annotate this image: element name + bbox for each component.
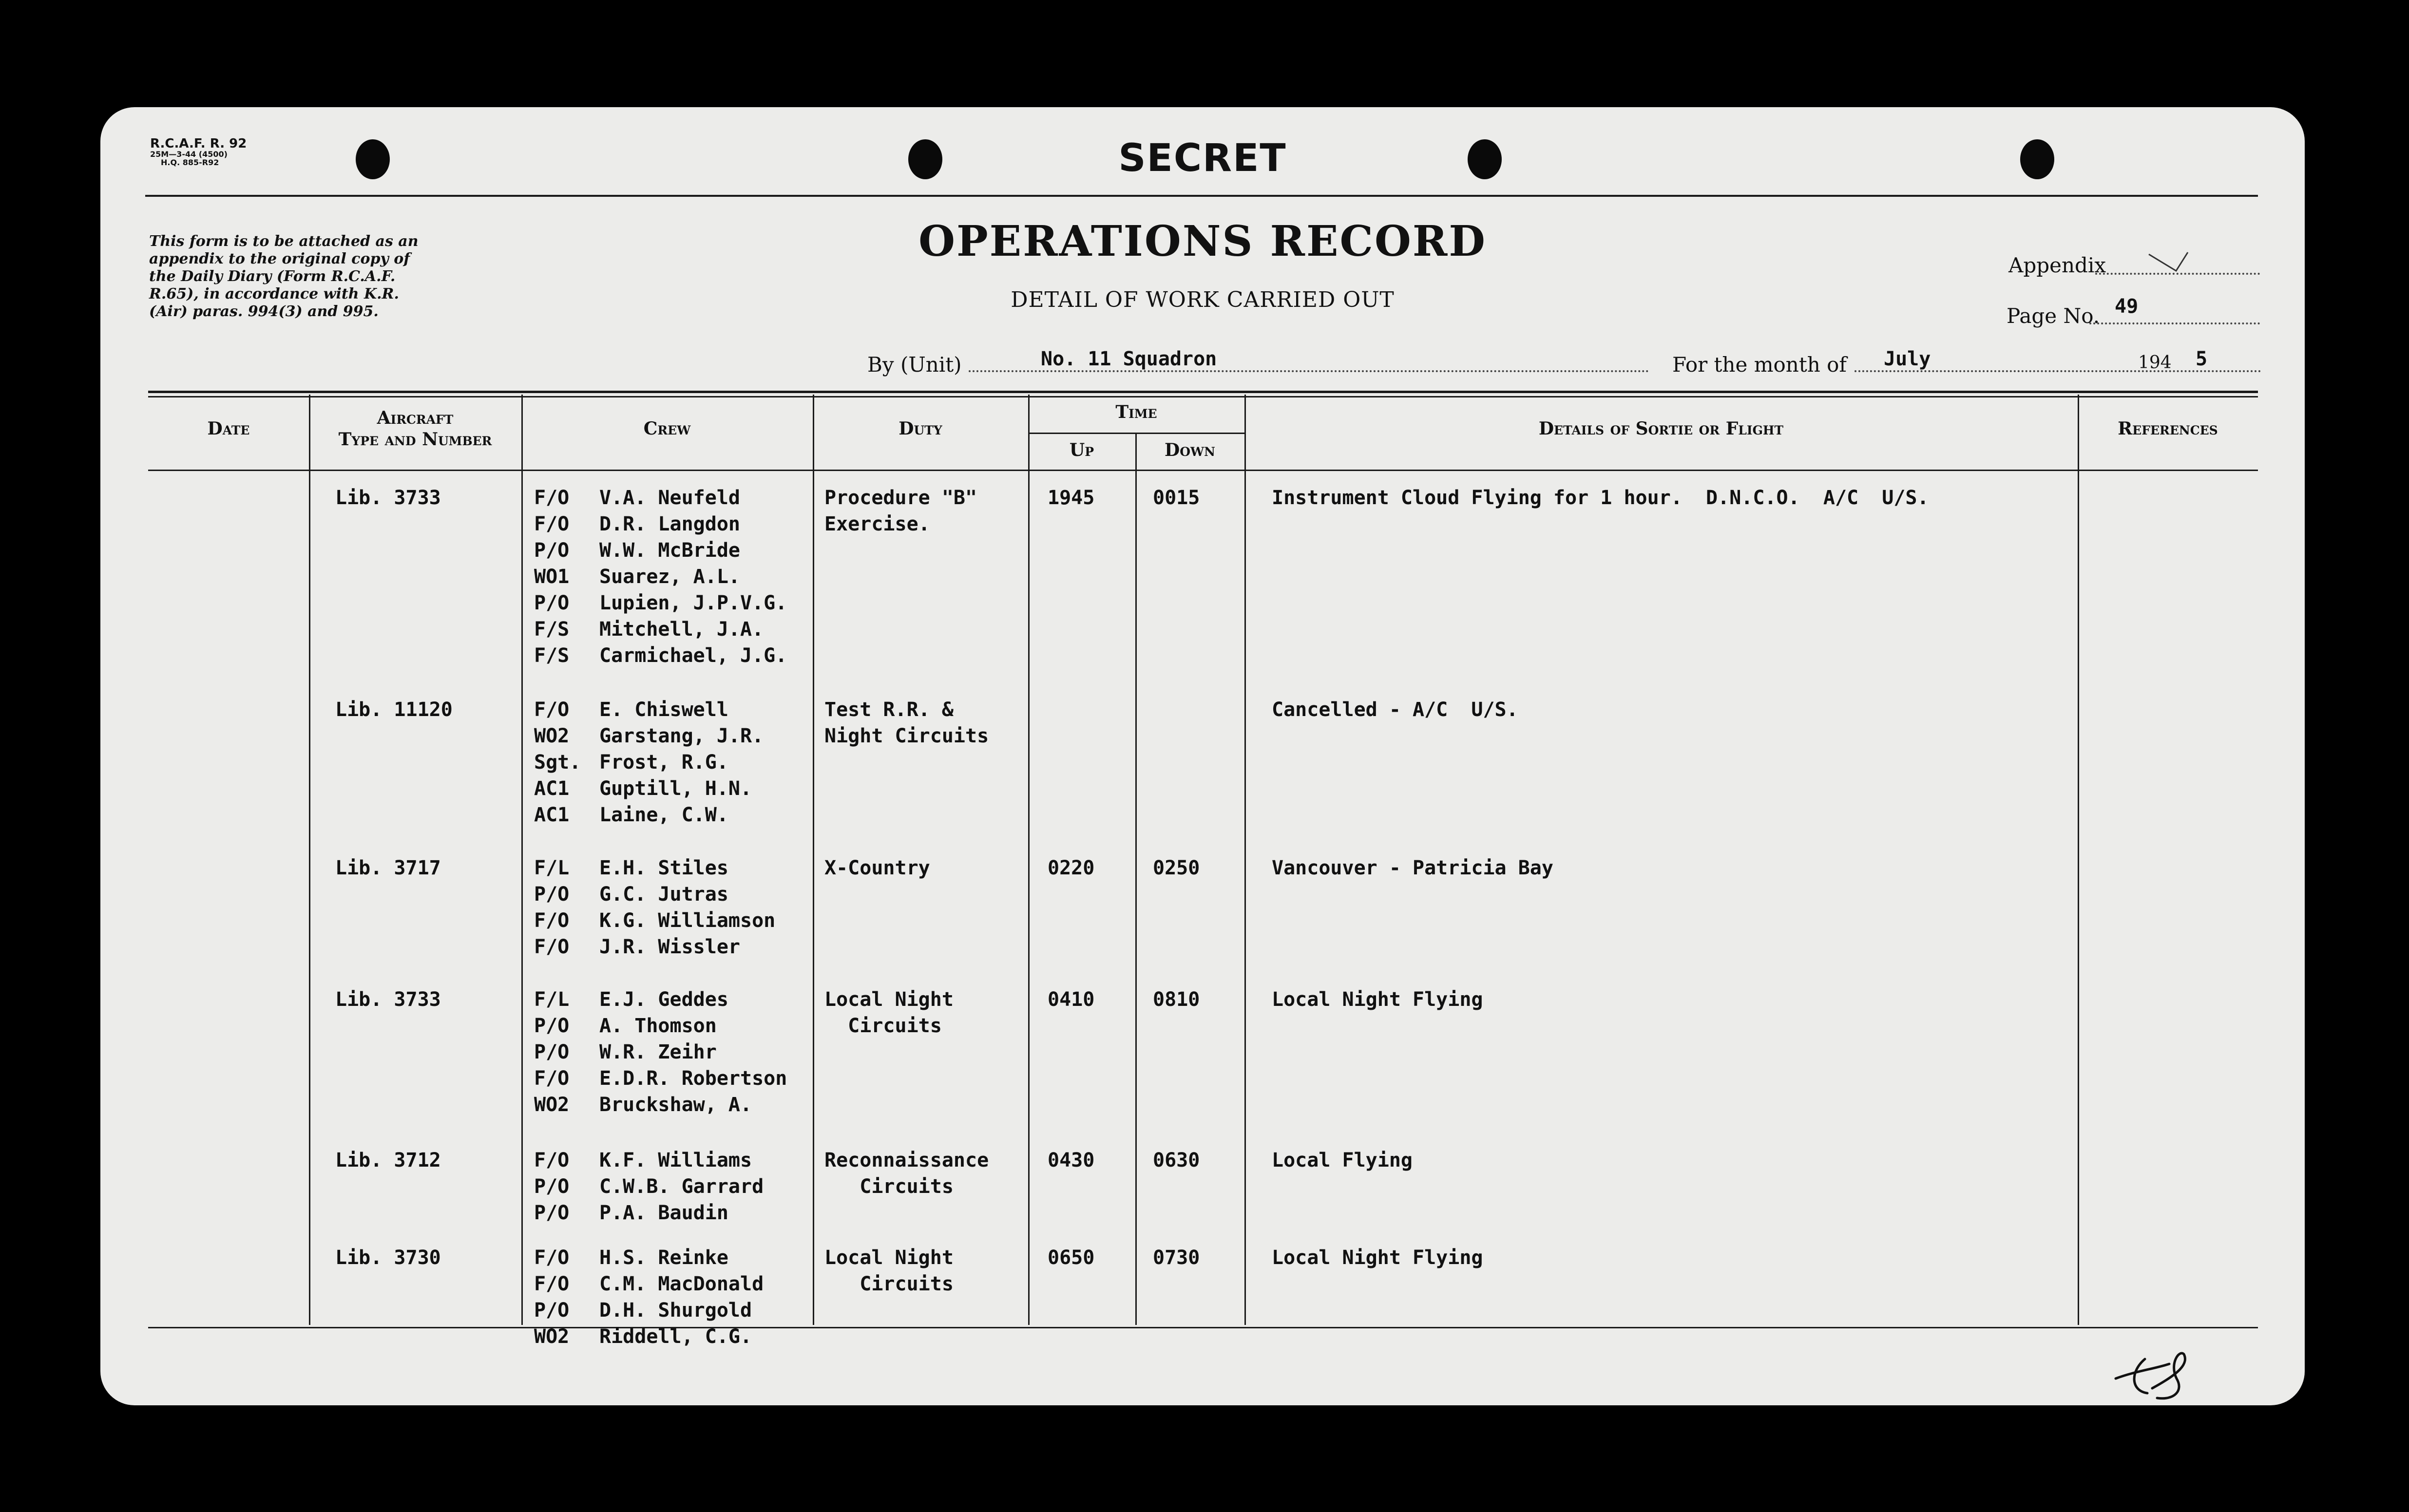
crew-rank: P/O	[534, 539, 570, 562]
crew-name: K.G. Williamson	[599, 909, 776, 932]
duty-cell: Exercise.	[824, 513, 930, 535]
page-number-line	[2089, 322, 2260, 324]
security-classification: SECRET	[1118, 136, 1287, 180]
duty-cell: Circuits	[824, 1015, 942, 1037]
month-value: July	[1884, 348, 1931, 370]
year-prefix: 194	[2138, 353, 2172, 373]
crew-name: E.J. Geddes	[599, 988, 728, 1011]
form-code-line: R.C.A.F. R. 92	[150, 136, 247, 151]
table-bottom-border	[148, 1327, 2258, 1328]
crew-name: E.H. Stiles	[599, 857, 728, 879]
duty-cell: Reconnaissance	[824, 1149, 989, 1172]
details-cell: Local Night Flying	[1272, 988, 1483, 1011]
appendix-tick-mark	[2147, 251, 2191, 273]
crew-rank: F/O	[534, 1149, 570, 1172]
table-header-divider	[148, 470, 2258, 471]
duty-cell: Circuits	[824, 1175, 954, 1198]
column-divider	[1135, 433, 1137, 1325]
column-divider	[1028, 395, 1030, 1325]
crew-rank: F/O	[534, 1273, 570, 1295]
operations-record-form	[100, 107, 2305, 1405]
details-cell: Vancouver - Patricia Bay	[1272, 857, 1553, 879]
crew-rank: F/L	[534, 988, 570, 1011]
crew-rank: P/O	[534, 1299, 570, 1322]
crew-name: A. Thomson	[599, 1015, 717, 1037]
crew-name: Guptill, H.N.	[599, 777, 752, 800]
crew-rank: WO2	[534, 1094, 570, 1116]
aircraft-cell: Lib. 11120	[335, 699, 453, 721]
handwritten-initials	[2111, 1344, 2213, 1403]
crew-rank: F/S	[534, 618, 570, 641]
aircraft-cell: Lib. 3730	[335, 1247, 441, 1269]
crew-name: D.H. Shurgold	[599, 1299, 752, 1322]
unit-value: No. 11 Squadron	[1041, 348, 1217, 370]
column-header-aircraft-line: Type and Number	[338, 429, 492, 450]
duty-cell: Circuits	[824, 1273, 954, 1295]
crew-rank: F/O	[534, 1067, 570, 1090]
column-divider	[813, 395, 814, 1325]
form-code-line: 25M—3-44 (4500)	[150, 150, 228, 159]
table-top-border-inner	[148, 396, 2258, 397]
column-header-time: Time	[1115, 402, 1157, 422]
crew-rank: F/O	[534, 487, 570, 509]
crew-name: C.M. MacDonald	[599, 1273, 764, 1295]
month-label: For the month of	[1672, 353, 1847, 377]
column-header-up: Up	[1069, 440, 1094, 460]
time-up-cell: 0220	[1048, 857, 1095, 879]
crew-name: J.R. Wissler	[599, 936, 740, 958]
crew-name: G.C. Jutras	[599, 883, 728, 906]
appendix-label: Appendix	[2008, 253, 2106, 277]
appendix-line	[2095, 273, 2260, 275]
crew-rank: F/O	[534, 936, 570, 958]
aircraft-cell: Lib. 3712	[335, 1149, 441, 1172]
details-cell: Local Night Flying	[1272, 1247, 1483, 1269]
crew-rank: P/O	[534, 1015, 570, 1037]
time-down-cell: 0250	[1153, 857, 1200, 879]
crew-name: C.W.B. Garrard	[599, 1175, 764, 1198]
time-down-cell: 0810	[1153, 988, 1200, 1011]
crew-rank: Sgt.	[534, 751, 581, 774]
crew-name: W.W. McBride	[599, 539, 740, 562]
crew-rank: P/O	[534, 1202, 570, 1224]
duty-cell: X-Country	[824, 857, 930, 879]
crew-rank: P/O	[534, 1041, 570, 1063]
crew-rank: AC1	[534, 804, 570, 826]
crew-name: Riddell, C.G.	[599, 1325, 752, 1348]
crew-name: Laine, C.W.	[599, 804, 728, 826]
duty-cell: Local Night	[824, 988, 954, 1011]
crew-rank: F/L	[534, 857, 570, 879]
time-up-cell: 0650	[1048, 1247, 1095, 1269]
note-line: This form is to be attached as an	[149, 233, 419, 250]
page-number-value: 49	[2115, 295, 2139, 318]
time-down-cell: 0015	[1153, 487, 1200, 509]
time-down-cell: 0730	[1153, 1247, 1200, 1269]
details-cell: Cancelled - A/C U/S.	[1272, 699, 1518, 721]
crew-name: Suarez, A.L.	[599, 566, 740, 588]
column-divider	[1244, 395, 1246, 1325]
time-down-cell: 0630	[1153, 1149, 1200, 1172]
form-code-line: H.Q. 885-R92	[161, 158, 219, 168]
crew-rank: P/O	[534, 592, 570, 614]
crew-name: E.D.R. Robertson	[599, 1067, 787, 1090]
crew-name: P.A. Baudin	[599, 1202, 728, 1224]
column-header-aircraft-line: Aircraft	[377, 408, 454, 428]
column-header-references: References	[2118, 418, 2218, 439]
column-header-aircraft	[309, 407, 521, 450]
crew-name: W.R. Zeihr	[599, 1041, 717, 1063]
note-line: (Air) paras. 994(3) and 995.	[149, 303, 379, 320]
month-line	[1855, 370, 2261, 372]
column-header-duty: Duty	[899, 418, 942, 439]
column-header-down: Down	[1165, 440, 1215, 460]
duty-cell: Night Circuits	[824, 725, 989, 747]
column-divider	[309, 395, 310, 1325]
crew-rank: F/O	[534, 909, 570, 932]
unit-label: By (Unit)	[867, 353, 962, 377]
crew-rank: F/S	[534, 644, 570, 667]
table-top-border	[148, 391, 2258, 393]
crew-name: E. Chiswell	[599, 699, 728, 721]
page-number-label: Page No.	[2007, 304, 2100, 328]
time-up-cell: 1945	[1048, 487, 1095, 509]
crew-name: V.A. Neufeld	[599, 487, 740, 509]
crew-name: Carmichael, J.G.	[599, 644, 787, 667]
crew-name: Frost, R.G.	[599, 751, 728, 774]
aircraft-cell: Lib. 3733	[335, 487, 441, 509]
crew-name: K.F. Williams	[599, 1149, 752, 1172]
crew-rank: F/O	[534, 1247, 570, 1269]
duty-cell: Local Night	[824, 1247, 954, 1269]
time-up-cell: 0410	[1048, 988, 1095, 1011]
crew-rank: AC1	[534, 777, 570, 800]
crew-rank: F/O	[534, 513, 570, 535]
crew-rank: F/O	[534, 699, 570, 721]
note-line: R.65), in accordance with K.R.	[149, 285, 399, 302]
crew-rank: P/O	[534, 883, 570, 906]
top-divider	[145, 195, 2258, 197]
column-header-crew: Crew	[643, 418, 691, 439]
aircraft-cell: Lib. 3717	[335, 857, 441, 879]
crew-rank: P/O	[534, 1175, 570, 1198]
details-cell: Instrument Cloud Flying for 1 hour. D.N.C.O. A/C U/S.	[1272, 487, 1929, 509]
crew-rank: WO2	[534, 725, 570, 747]
time-up-cell: 0430	[1048, 1149, 1095, 1172]
aircraft-cell: Lib. 3733	[335, 988, 441, 1011]
duty-cell: Test R.R. &	[824, 699, 954, 721]
crew-name: Garstang, J.R.	[599, 725, 764, 747]
crew-name: Lupien, J.P.V.G.	[599, 592, 787, 614]
column-divider	[2078, 395, 2079, 1325]
crew-name: D.R. Langdon	[599, 513, 740, 535]
crew-name: Bruckshaw, A.	[599, 1094, 752, 1116]
unit-line	[969, 370, 1649, 372]
year-suffix: 5	[2196, 348, 2208, 370]
page-subtitle: DETAIL OF WORK CARRIED OUT	[1011, 287, 1395, 312]
column-header-date: Date	[207, 418, 250, 439]
crew-rank: WO1	[534, 566, 570, 588]
crew-rank: WO2	[534, 1325, 570, 1348]
column-divider	[521, 395, 523, 1325]
column-header-details: Details of Sortie or Flight	[1538, 418, 1784, 439]
crew-name: Mitchell, J.A.	[599, 618, 764, 641]
page-title: OPERATIONS RECORD	[918, 217, 1487, 266]
note-line: appendix to the original copy of	[149, 250, 410, 267]
crew-name: H.S. Reinke	[599, 1247, 728, 1269]
duty-cell: Procedure "B"	[824, 487, 977, 509]
note-line: the Daily Diary (Form R.C.A.F.	[149, 268, 396, 285]
details-cell: Local Flying	[1272, 1149, 1413, 1172]
